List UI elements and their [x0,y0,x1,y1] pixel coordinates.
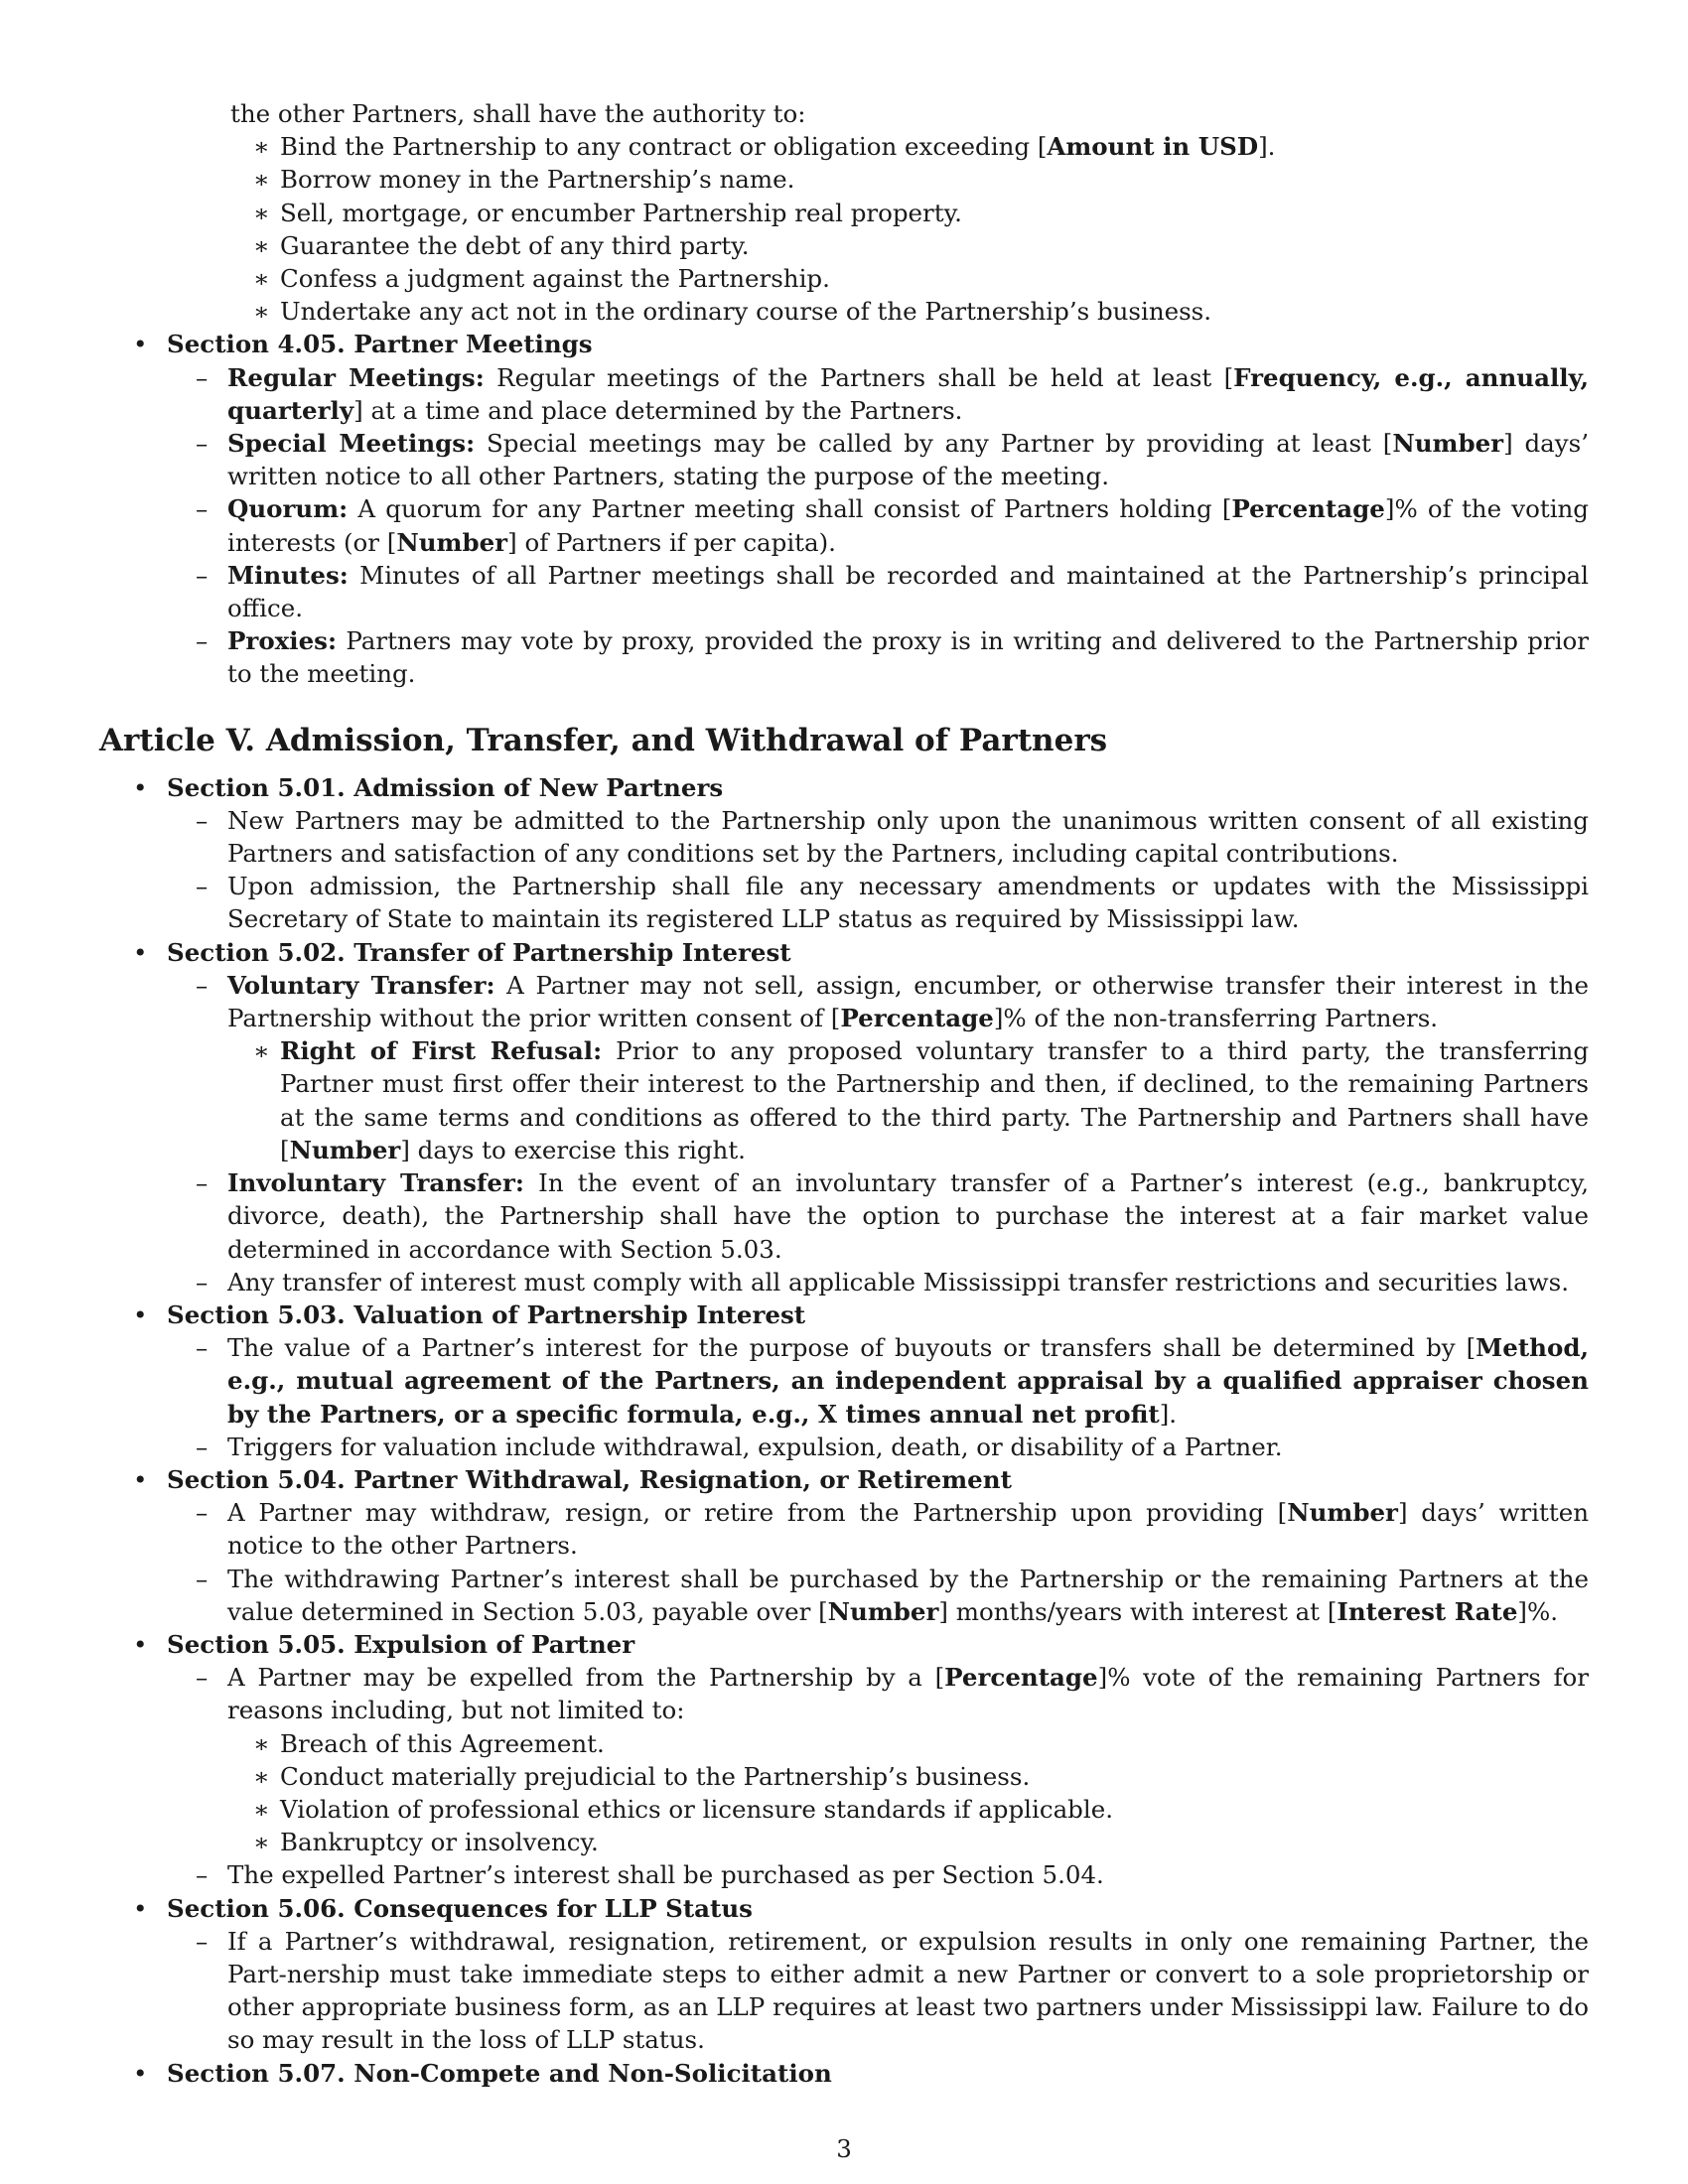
transfer-compliance: – Any transfer of interest must comply with all applicable Mississippi transfer restrictions and securities laws. [196,1267,1570,1297]
section-heading-5-03: • Section 5.03. Valuation of Partnership Interest [133,1299,806,1329]
admission-item: – Upon admission, the Partnership shall file any necessary amendments or updates with the Mississippi Secretary of State to maintain its registered LLP status as required by Mississippi law. [196,872,1589,934]
expulsion-reason: ∗ Conduct materially prejudicial to the Partnership’s business. [253,1761,1031,1791]
voluntary-transfer: – Voluntary Transfer: A Partner may not sell, assign, encumber, or otherwise transfer their interest in the Partnership without the prior written consent of [Percentage]% of the non-transferring Partners. [196,970,1589,1033]
authority-item: ∗ Bind the Partnership to any contract or obligation exceeding [Amount in USD]. [253,132,1276,162]
withdrawal-notice: – A Partner may withdraw, resign, or retire from the Partnership upon providing [Number] days’ written notice to the other Partners. [196,1498,1589,1561]
section-heading-5-07: • Section 5.07. Non-Compete and Non-Solicitation [133,2058,832,2088]
proxies: – Proxies: Partners may vote by proxy, provided the proxy is in writing and delivered to the Partnership prior to the meeting. [196,626,1589,689]
authority-item: ∗ Confess a judgment against the Partnership. [253,264,830,294]
authority-item: ∗ Guarantee the debt of any third party. [253,230,750,260]
expulsion-vote: – A Partner may be expelled from the Partnership by a [Percentage]% vote of the remaining Partners for reasons including, but not limited to: [196,1663,1590,1725]
section-heading-5-04: • Section 5.04. Partner Withdrawal, Resignation, or Retirement [133,1464,1012,1494]
right-of-first-refusal: ∗ Right of First Refusal: Prior to any proposed voluntary transfer to a third party, the transferring Partner must first offer their interest to the Partnership and then, if declined, to the remaining Partners at the same terms and conditions as offered to the third party. The Partnership and Partners shall have [Number] days to exercise this right. [253,1036,1590,1164]
special-meetings: – Special Meetings: Special meetings may be called by any Partner by providing at least [Number] days’ written notice to all other Partners, stating the purpose of the meeting. [196,429,1589,491]
regular-meetings: – Regular Meetings: Regular meetings of the Partners shall be held at least [Frequency, e.g., annually, quarterly] at a time and place determined by the Partners. [196,362,1589,425]
section-heading-5-01: • Section 5.01. Admission of New Partners [133,772,724,802]
section-heading-5-05: • Section 5.05. Expulsion of Partner [133,1629,635,1659]
minutes: – Minutes: Minutes of all Partner meetings shall be recorded and maintained at the Partnership’s principal office. [196,560,1589,623]
expulsion-reason: ∗ Breach of this Agreement. [253,1728,605,1758]
valuation-method: – The value of a Partner’s interest for the purpose of buyouts or transfers shall be determined by [Method, e.g., mutual agreement of the Partners, an independent appraisal by a qualified appraiser chosen by the Partners, or a specific formula, e.g., X times annual net profit]. [196,1333,1589,1429]
section-heading-4-05: • Section 4.05. Partner Meetings [133,330,593,359]
section-heading-5-02: • Section 5.02. Transfer of Partnership Interest [133,937,791,967]
involuntary-transfer: – Involuntary Transfer: In the event of an involuntary transfer of a Partner’s interest (e.g., bankruptcy, divorce, death), the Partnership shall have the option to purchase the interest at a fair market value determined in accordance with Section 5.03. [196,1168,1589,1264]
quorum: – Quorum: A quorum for any Partner meeting shall consist of Partners holding [Percentage]% of the voting interests (or [Number] of Partners if per capita). [196,494,1589,557]
expulsion-reason: ∗ Bankruptcy or insolvency. [253,1828,599,1857]
llp-status-consequence: – If a Partner’s withdrawal, resignation, retirement, or expulsion results in only one remaining Partner, the Part-nership must take immediate steps to either admit a new Partner or convert to a sole proprietorship or other appropriate business form, as an LLP requires at least two partners under Mississippi law. Failure to do so may result in the loss of LLP status. [196,1926,1589,2055]
authority-item: ∗ Sell, mortgage, or encumber Partnership real property. [253,198,962,227]
lead-text: the other Partners, shall have the authority to: [230,99,806,128]
authority-item: ∗ Undertake any act not in the ordinary course of the Partnership’s business. [253,297,1212,327]
page-number: 3 [836,2134,852,2163]
withdrawal-purchase: – The withdrawing Partner’s interest shall be purchased by the Partnership or the remaining Partners at the value determined in Section 5.03, payable over [Number] months/years with interest at [Interest Rate]%. [196,1564,1589,1626]
valuation-triggers: – Triggers for valuation include withdrawal, expulsion, death, or disability of a Partner. [196,1432,1283,1461]
document-page [99,97,1589,2090]
article-heading: Article V. Admission, Transfer, and Withdrawal of Partners [99,722,1108,758]
expulsion-purchase: – The expelled Partner’s interest shall be purchased as per Section 5.04. [196,1860,1104,1890]
section-heading-5-06: • Section 5.06. Consequences for LLP Status [133,1893,753,1923]
expulsion-reason: ∗ Violation of professional ethics or licensure standards if applicable. [253,1794,1113,1824]
admission-item: – New Partners may be admitted to the Partnership only upon the unanimous written consent of all existing Partners and satisfaction of any conditions set by the Partners, including capital contributions. [196,805,1589,869]
authority-item: ∗ Borrow money in the Partnership’s name. [253,165,795,195]
